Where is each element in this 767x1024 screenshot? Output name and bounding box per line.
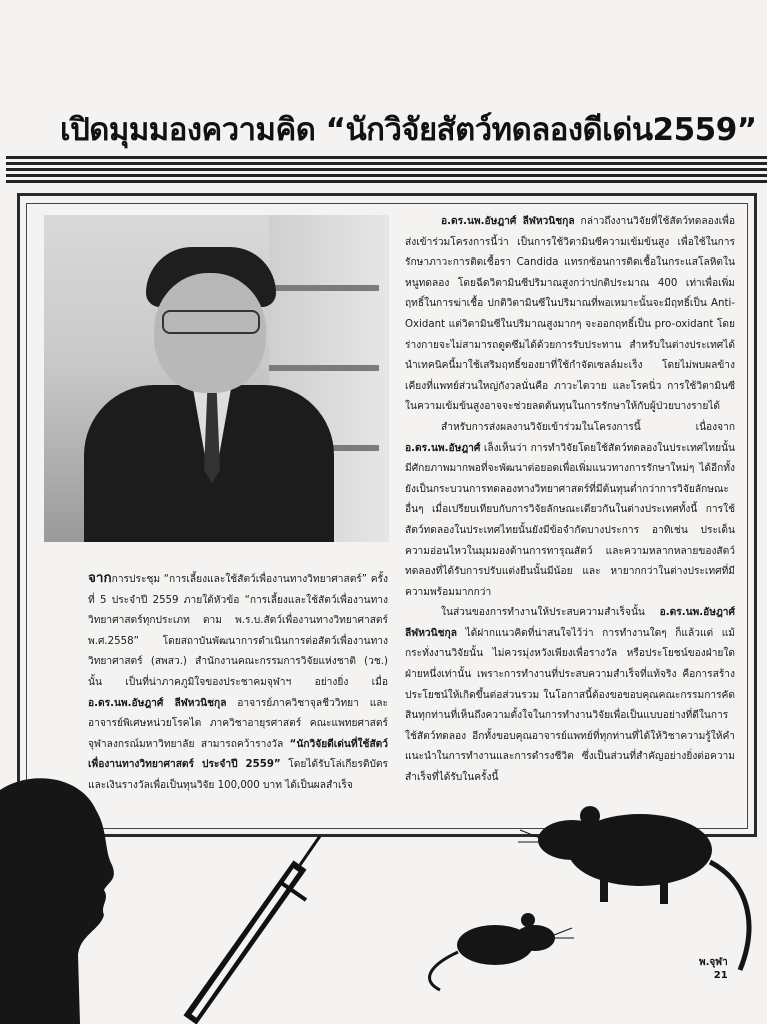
lead-text: โดยได้รับโล่เกียรติบัตร และเงินรางวัลเพื่อเป็นทุนวิจัย 100,000 บาท ได้เป็นผลสำเร็จ bbox=[88, 759, 389, 791]
researcher-name: อ.ดร.นพ.อัษฎาศ์ ลีฬหวนิชกุล bbox=[405, 607, 735, 639]
researcher-name: อ.ดร.นพ.อัษฎาศ์ ลีฬหวนิชกุล bbox=[441, 216, 575, 227]
lead-text: อาจารย์ภาควิชาจุลชีววิทยา และอาจารย์พิเศษหน่วยโรคไต ภาควิชาอายุรศาสตร์ คณะแพทยศาสตร์ จุฬาลงกรณ์มหาวิทยาลัย สามารถคว้ารางวัล bbox=[88, 697, 388, 750]
paragraph-text: เล็งเห็นว่า การทำวิจัยโดยใช้สัตว์ทดลองในประเทศไทยนั้น มีศักยภาพมากพอที่จะพัฒนาต่อยอดเพื่อเพิ่มแนวทางการรักษาใหม่ๆ ได้อีกทั้งยังเป็นกระบวนการทดลองทางวิทยาศาสตร์ที่มีต้นทุนต่ำกว่าการวิจัยลักษณะอื่นๆ เมื่อเปรียบเทียบกับการวิจัยลักษณะเดียวกันในต่างประเทศทั้งนี้ การใช้สัตว์ทดลองในประเทศไทยนั้นยังมีข้อจำกัดบางประการ อาทิเช่น ประเด็นความอ่อนไหวในมุมมองด้านการทารุณสัตว์ และความหลากหลายของสัตว์ทดลองที่ได้รับการปรับแต่งยีนนั้นมีน้อย และ หายากกว่าในต่างประเทศที่มีความพร้อมมากกว่า bbox=[405, 442, 735, 598]
paragraph-text: กล่าวถึงงานวิจัยที่ใช้สัตว์ทดลองเพื่อส่งเข้าร่วมโครงการนี้ว่า เป็นการใช้วิตามินซีความเข้มข้นสูง เพื่อใช้ในการรักษาภาวะการติดเชื้อรา Candida แทรกซ้อนการติดเชื้อในกระแสโลหิตในหนูทดลอง โดยฉีดวิตามินซีปริมาณสูงกว่าปกติประมาณ 400 เท่าเพื่อเพิ่มฤทธิ์ในการฆ่าเชื้อ ปกติวิตามินซีในปริมาณที่พอเหมาะนั้นจะมีฤทธิ์เป็น Anti-Oxidant แต่วิตามินซีในปริมาณสูงมากๆ จะออกฤทธิ์เป็น pro-oxidant โดยร่างกายจะไม่สามารถดูดซึมได้ด้วยการรับประทาน สำหรับในต่างประเทศได้นำเทคนิคนี้มาใช้เสริมฤทธิ์ของยาที่ใช้กำจัดเซลล์มะเร็ง โดยไม่พบผลข้างเคียงที่แพทย์ส่วนใหญ่กังวลนั่นคือ ภาวะไตวาย และโรคนิ่ว การใช้วิตามินซีในความเข้มข้นสูงอาจจะช่วยลดต้นทุนในการรักษาให้กับผู้ป่วยบางรายได้ bbox=[405, 216, 735, 413]
paragraph-text: สำหรับการส่งผลงานวิจัยเข้าร่วมในโครงการนี้ เนื่องจาก bbox=[441, 421, 735, 433]
lead-text: การประชุม “การเลี้ยงและใช้สัตว์เพื่องานทางวิทยาศาสตร์” ครั้งที่ 5 ประจำปี 2559 ภายใต้หัวข้อ “การเลี้ยงและใช้สัตว์เพื่องานทางวิทยาศาสตร์ทุกประเภท ตาม พ.ร.บ.สัตว์เพื่องานทางวิทยาศาสตร์ พ.ศ.2558” โดยสถาบันพัฒนาการดำเนินการต่อสัตว์เพื่องานทางวิทยาศาสตร์ (สพสว.) สำนักงานคณะกรรมการวิจัยแห่งชาติ (วช.) นั้น เป็นที่น่าภาคภูมิใจของประชาคมจุฬาฯ อย่างยิ่ง เมื่อ bbox=[88, 574, 388, 688]
lab-shelf bbox=[269, 285, 379, 291]
right-column bbox=[405, 212, 735, 789]
researcher-name: อ.ดร.นพ.อัษฎาศ์ ลีฬหวนิชกุล bbox=[88, 697, 227, 709]
article-headline: เปิดมุมมองความคิด “นักวิจัยสัตว์ทดลองดีเด่น2559” bbox=[60, 112, 757, 148]
lab-shelf bbox=[269, 365, 379, 371]
page-number: 21 bbox=[713, 970, 728, 981]
paragraph-2 bbox=[405, 418, 735, 603]
mouse-icon bbox=[430, 913, 574, 990]
portrait-photo bbox=[44, 215, 389, 542]
paragraph-1 bbox=[405, 212, 735, 418]
award-name: “นักวิจัยดีเด่นที่ใช้สัตว์เพื่องานทางวิทยาศาสตร์ ประจำปี 2559” bbox=[88, 738, 388, 771]
silhouette-head-icon bbox=[0, 778, 114, 1024]
illustration bbox=[0, 770, 767, 1024]
publication-name: พ.จุฬา bbox=[699, 957, 728, 968]
portrait-glasses bbox=[162, 310, 260, 334]
paragraph-text: ได้ฝากแนวคิดที่น่าสนใจไว้ว่า การทำงานใดๆ ก็แล้วแต่ แม้กระทั่งงานวิจัยนั้น ไม่ควรมุ่งหวังเพียงเพื่อรางวัล หรือประโยชน์ของฝ่ายใดฝ่ายหนึ่งเท่านั้น เพราะการทำงานที่ประสบความสำเร็จที่แท้จริง คือการสร้างประโยชน์ให้เกิดขึ้นต่อส่วนรวม ในโอกาสนี้ต้องขอขอบคุณคณะกรรมการคัดสินทุกท่านที่เห็นถึงความตั้งใจในการทำงานวิจัยเพื่อเป็นแบบอย่างที่ดีในการใช้สัตว์ทดลอง อีกทั้งขอบคุณอาจารย์แพทย์ที่ทุกท่านที่ได้ให้วิชาความรู้ให้คำแนะนำในการทำงานและการดำรงชีวิต ซึ่งเป็นส่วนที่สำคัญอย่างยิ่งต่อความสำเร็จที่ได้รับในครั้งนี้ bbox=[405, 627, 735, 784]
paragraph-text: ในส่วนของการทำงานให้ประสบความสำเร็จนั้น bbox=[441, 607, 660, 619]
drop-cap: จาก bbox=[88, 570, 112, 586]
researcher-name: อ.ดร.นพ.อัษฎาศ์ bbox=[405, 442, 481, 454]
syringe-icon bbox=[190, 836, 320, 1020]
page-footer bbox=[699, 956, 728, 982]
lead-paragraph bbox=[88, 568, 388, 797]
paragraph-3 bbox=[405, 603, 735, 788]
rat-icon bbox=[518, 806, 749, 970]
headline-rule bbox=[6, 156, 767, 184]
